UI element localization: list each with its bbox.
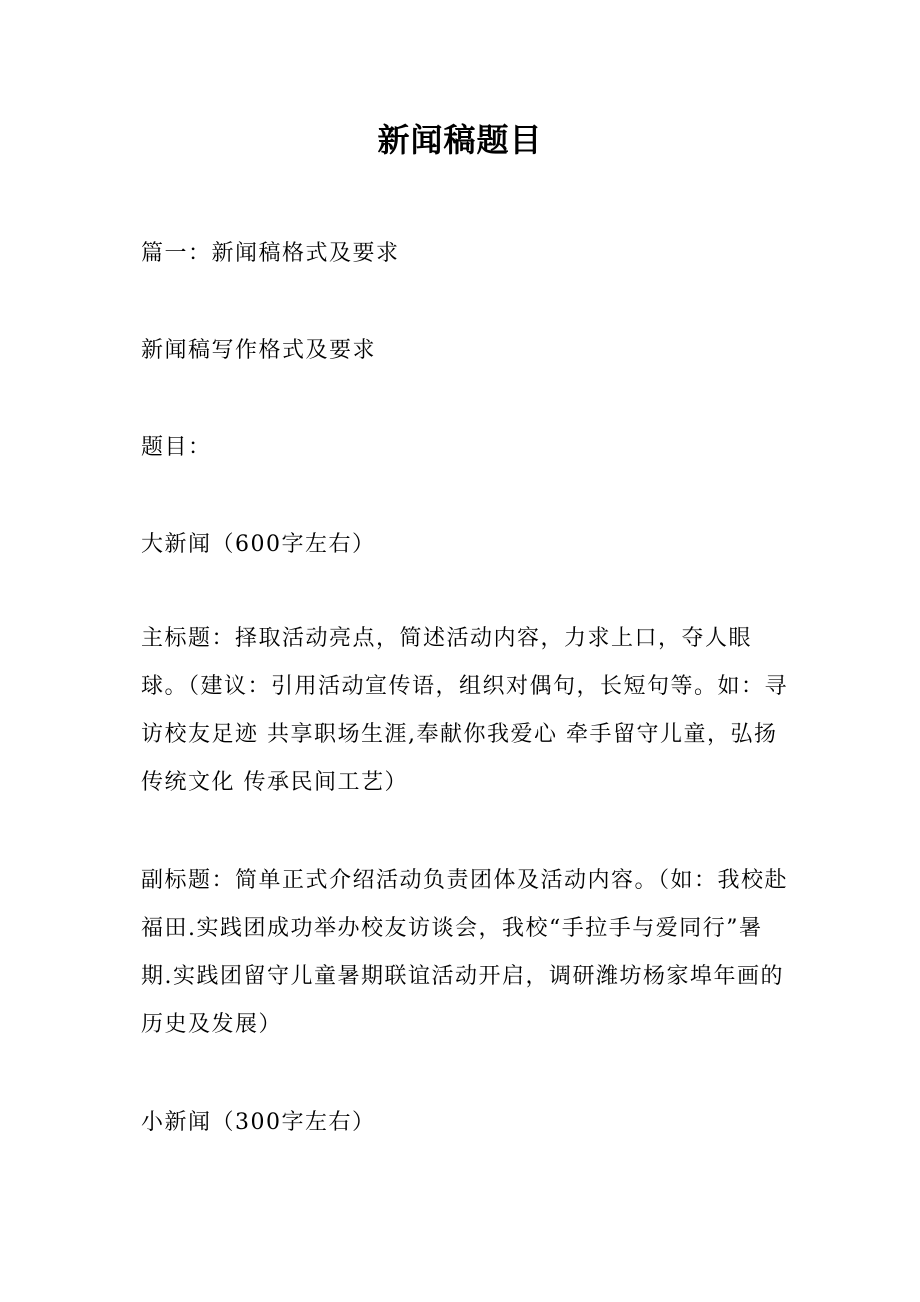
topic-label: 题目： [141, 435, 212, 460]
section-heading: 篇一：新闻稿格式及要求 [141, 241, 400, 266]
main-title-paragraph: 主标题：择取活动亮点，简述活动内容，力求上口，夺人眼球。（建议：引用活动宣传语，组织对偶句，长短句等。如：寻访校友足迹 共享职场生涯,奉献你我爱心 牵手留守儿童，弘扬传统文化 传承民间工艺） [141, 626, 789, 795]
document-title: 新闻稿题目 [377, 121, 543, 159]
subtitle-paragraph: 副标题：简单正式介绍活动负责团体及活动内容。（如：我校赴福田.实践团成功举办校友访谈会，我校“手拉手与爱同行”暑期.实践团留守儿童暑期联谊活动开启，调研潍坊杨家埠年画的历史及发展） [141, 868, 789, 1037]
small-news-label: 小新闻（300字左右） [141, 1110, 376, 1135]
big-news-label: 大新闻（600字左右） [141, 532, 376, 557]
subheading: 新闻稿写作格式及要求 [141, 338, 377, 363]
